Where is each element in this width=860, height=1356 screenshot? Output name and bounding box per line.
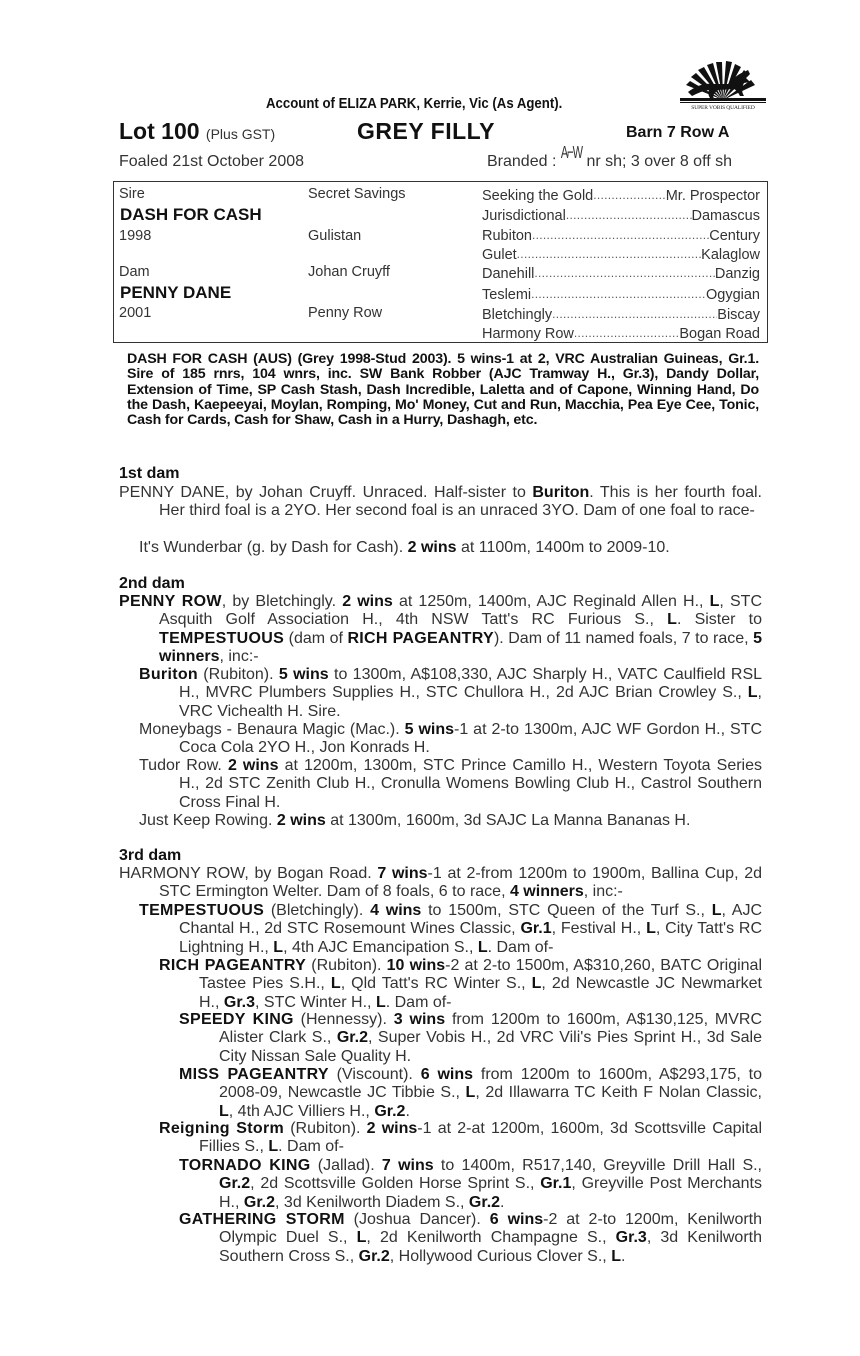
entry-text: . Dam of- (385, 993, 452, 1011)
second-dam-foal-entry (139, 757, 762, 812)
branded-desc: nr sh; 3 over 8 off sh (586, 153, 733, 170)
bold-highlight: Gr.3 (223, 993, 256, 1011)
bold-highlight: Gr.2 (358, 1247, 390, 1265)
bold-highlight: 6 wins (489, 1211, 544, 1228)
bold-highlight: 7 wins (381, 1157, 434, 1174)
entry-text: , Greyville Post Merchants H., (219, 1175, 762, 1211)
bold-highlight: Gr.2 (374, 1102, 406, 1120)
grandsire-dam: Johan Cruyff (308, 264, 390, 280)
entry-text: , City Tatt's RC Lightning H., (179, 920, 763, 956)
leader-dots (534, 264, 714, 278)
ggg-name: Ogygian (705, 287, 760, 303)
entry-text: , 4th AJC Villiers H., (228, 1102, 375, 1120)
sire-year: 1998 (119, 228, 152, 244)
entry-text: at 1300m, 1600m, 3d SAJC La Manna Bananas H. (325, 812, 691, 829)
great-grandparent-row (482, 305, 760, 325)
bold-highlight: L (531, 975, 542, 993)
sunburst-horse-logo-icon (678, 56, 768, 106)
ggg-name: Century (709, 228, 760, 244)
bold-highlight: L (747, 684, 758, 702)
entry-text: (Bletchingly). (264, 902, 371, 919)
bold-highlight: L (356, 1229, 367, 1247)
second-dam-title: 2nd dam (119, 575, 185, 592)
horse-name: Reigning Storm (159, 1120, 285, 1137)
entry-text: -1 at 2-from 1200m to 1900m, Ballina Cup, 2d STC Ermington Welter. Dam of 8 foals, 6 to race, (159, 865, 763, 901)
bold-highlight: L (646, 920, 656, 938)
entry-text: -2 at 2-to 1200m, Kenilworth Olympic Duel S., (219, 1211, 763, 1247)
entry-text: . This is her fourth foal. Her third foal is a 2YO. Her second foal is an unraced 3YO. Dam of one foal to race- (159, 484, 762, 520)
bold-highlight: 4 winners (509, 883, 584, 901)
gg-name: Teslemi (482, 287, 532, 303)
entry-text: (Jallad). (310, 1157, 382, 1174)
entry-text: . Dam of- (278, 1138, 344, 1156)
horse-name: MISS PAGEANTRY (179, 1066, 329, 1083)
entry-text: at 1250m, 1400m, AJC Reginald Allen H., (392, 593, 710, 610)
pedigree-table (113, 181, 768, 343)
entry-text: , 2d Kenilworth Champagne S., (366, 1229, 616, 1247)
bold-highlight: L (711, 902, 722, 919)
gg-name: Jurisdictional (482, 208, 566, 224)
gg-name: Danehill (482, 266, 535, 282)
leader-dots (574, 324, 680, 338)
sire-notes: DASH FOR CASH (AUS) (Grey 1998-Stud 2003). 5 wins-1 at 2, VRC Australian Guineas, Gr.1. Sire of 185 rnrs, 104 wnrs, inc. SW Bank Robber (AJC Tramway H., Gr.3), Dandy Dollar, Extension of Time, SP Cash Stash, Dash Incredible, Laletta and of Capone, Winning Hand, Do the Dash, Kaepeeyai, Moylan, Romping, Mo' Money, Cut and Run, Macchia, Pea Eye Cee, Tonic, Cash for Cards, Cash for Shaw, Cash in a Hurry, Dashagh, etc. (127, 351, 759, 429)
lot-number (119, 118, 275, 145)
entry-text: (Rubiton). (306, 957, 387, 974)
super-vobis-logo (678, 56, 768, 114)
entry-text: at 1200m, 1300m, STC Prince Camillo H., Western Toyota Series H., 2d STC Zenith Club H., Cronulla Womens Bowling Club H., Castrol Southern Cross Final H. (179, 757, 762, 811)
entry-text: Tudor Row. (139, 757, 228, 774)
gg-name: Gulet (482, 247, 517, 263)
bold-highlight: Gr.2 (468, 1193, 501, 1211)
ggg-name: Kalaglow (701, 247, 760, 263)
horse-name: Buriton (139, 666, 198, 683)
entry-text: , 4th AJC Emancipation S., (283, 938, 478, 956)
ggg-name: Bogan Road (679, 326, 760, 342)
bold-highlight: Gr.2 (336, 1029, 368, 1047)
brand-mark-icon: A⌐W (560, 143, 582, 163)
ggg-name: Mr. Prospector (665, 188, 760, 204)
bold-highlight: L (465, 1084, 476, 1102)
branded-info (487, 143, 733, 171)
gg-name: Seeking the Gold (482, 188, 594, 204)
ggg-name: Danzig (714, 266, 760, 282)
third-dam-entry (119, 865, 762, 902)
bold-highlight: L (709, 593, 720, 610)
entry-text: (Viscount). (328, 1066, 421, 1083)
entry-text: , STC Asquith Golf Association H., 4th NSW Tatt's RC Furious S., (159, 593, 763, 629)
third-dam-foal-entry (139, 902, 762, 957)
second-dam-foal-entry (139, 666, 762, 721)
dam-name: PENNY DANE (120, 283, 232, 302)
bold-highlight: 6 wins (420, 1066, 474, 1083)
horse-name: GATHERING STORM (179, 1211, 345, 1228)
third-dam-great-grand-entry (179, 1011, 762, 1066)
grandsire-sire: Secret Savings (308, 186, 406, 202)
entry-text: , Qld Tatt's RC Winter S., (340, 975, 532, 993)
horse-name: TEMPESTUOUS (139, 902, 265, 919)
bold-highlight: 5 wins (278, 666, 329, 683)
entry-text: , Hollywood Curious Clover S., (389, 1247, 612, 1265)
entry-text: to 1300m, A$108,330, AJC Sharply H., VATC Caulfield RSL H., MVRC Plumbers Supplies H., STC Chullora H., 2d AJC Brian Crowley S., (179, 666, 763, 702)
entry-text: , STC Winter H., (255, 993, 376, 1011)
bold-highlight: 2 wins (227, 757, 279, 774)
entry-text: , 2d Scottsville Golden Horse Sprint S., (250, 1175, 541, 1193)
lot-gst-note: (Plus GST) (205, 126, 276, 142)
bold-highlight: 10 wins (386, 957, 446, 974)
logo-caption: SUPER VOBIS QUALIFIED (691, 105, 755, 111)
branded-label: Branded : (487, 153, 557, 170)
horse-name: PENNY ROW (119, 593, 222, 610)
bold-highlight: L (667, 611, 677, 629)
entry-text: to 1400m, R517,140, Greyville Drill Hall S., (433, 1157, 763, 1174)
gg-name: Rubiton (482, 228, 532, 244)
third-dam-title: 3rd dam (119, 847, 182, 864)
bold-highlight: 2 wins (342, 593, 393, 610)
third-dam-granddaughter-entry (159, 1120, 762, 1157)
entry-text: at 1100m, 1400m to 2009-10. (456, 539, 670, 556)
entry-text: (Hennessy). (293, 1011, 394, 1028)
bold-highlight: L (611, 1247, 621, 1265)
bold-highlight: Gr.1 (520, 920, 552, 938)
leader-dots (566, 206, 692, 220)
bold-highlight: 7 wins (377, 865, 428, 882)
great-grandparent-row (482, 285, 760, 305)
entry-text: . (620, 1247, 626, 1265)
entry-text: , VRC Vichealth H. Sire. (179, 684, 762, 720)
third-dam-great-grand-entry (179, 1211, 762, 1266)
entry-text: . (500, 1193, 505, 1211)
horse-name: TEMPESTUOUS (159, 629, 285, 647)
granddam-sire: Gulistan (308, 228, 362, 244)
first-dam-entry (119, 484, 762, 521)
entry-text: -1 at 2-to 1300m, AJC WF Gordon H., STC Coca Cola 2YO H., Jon Konrads H. (179, 721, 762, 757)
bold-highlight: L (330, 975, 341, 993)
entry-text: , 3d Kenilworth Southern Cross S., (219, 1229, 762, 1265)
ggg-name: Damascus (691, 208, 760, 224)
entry-text: , inc:- (219, 648, 259, 666)
gg-name: Bletchingly (482, 307, 553, 323)
second-dam-entry (119, 593, 762, 667)
second-dam-foal-entry (139, 812, 762, 830)
entry-text: , 2d Illawarra TC Keith F Nolan Classic, (475, 1084, 762, 1102)
second-dam-foal-entry (139, 721, 762, 758)
barn-location: Barn 7 Row A (626, 124, 730, 141)
bold-highlight: Gr.2 (243, 1193, 276, 1211)
great-grandparent-row (482, 226, 760, 246)
third-dam-great-grand-entry (179, 1157, 762, 1212)
bold-highlight: 2 wins (407, 539, 457, 556)
leader-dots (532, 226, 709, 240)
entry-text: , Festival H., (551, 920, 647, 938)
entry-text: from 1200m to 1600m, A$130,125, MVRC Alister Clark S., (219, 1011, 763, 1047)
vendor-account: Account of ELIZA PARK, Kerrie, Vic (As Agent). (266, 95, 563, 112)
bold-highlight: L (477, 938, 488, 956)
entry-text: (Joshua Dancer). (344, 1211, 490, 1228)
bold-highlight: 4 wins (370, 902, 422, 919)
bold-highlight: Gr.3 (615, 1229, 647, 1247)
bold-highlight: 2 wins (276, 812, 326, 829)
horse-name: RICH PAGEANTRY (159, 957, 307, 974)
entry-text: , by Bletchingly. (221, 593, 343, 610)
ggg-name: Biscay (717, 307, 760, 323)
entry-text: . (405, 1102, 410, 1120)
entry-text: , AJC Chantal H., 2d STC Rosemount Wines Classic, (179, 902, 763, 938)
entry-text: , 3d Kenilworth Diadem S., (275, 1193, 469, 1211)
entry-text: . Sister to (676, 611, 763, 629)
entry-text: -1 at 2-at 1200m, 1600m, 3d Scottsville Capital Fillies S., (199, 1120, 763, 1156)
dam-label: Dam (119, 264, 150, 280)
bold-highlight: Gr.2 (219, 1175, 251, 1193)
foaled-date: Foaled 21st October 2008 (119, 153, 305, 170)
dam-year: 2001 (119, 305, 152, 321)
bold-highlight: Gr.1 (540, 1175, 572, 1193)
entry-text: to 1500m, STC Queen of the Turf S., (421, 902, 712, 919)
entry-text: HARMONY ROW, by Bogan Road. (119, 865, 378, 882)
bold-highlight: Buriton (532, 484, 590, 501)
entry-text: (dam of (284, 629, 348, 647)
entry-text: , Super Vobis H., 2d VRC Vili's Pies Sprint H., 3d Sale City Nissan Sale Quality H. (219, 1029, 763, 1065)
lot-label: Lot 100 (119, 118, 200, 144)
first-dam-foal-entry (139, 539, 762, 557)
first-dam-title: 1st dam (119, 465, 180, 482)
great-grandparent-row (482, 324, 760, 344)
leader-dots (531, 285, 706, 299)
great-grandparent-row (482, 206, 760, 226)
entry-text: from 1200m to 1600m, A$293,175, to 2008-09, Newcastle JC Tibbie S., (219, 1066, 763, 1102)
bold-highlight: L (268, 1138, 279, 1156)
horse-name: SPEEDY KING (179, 1011, 294, 1028)
entry-text: (Rubiton). (284, 1120, 367, 1137)
sire-label: Sire (119, 186, 145, 202)
entry-text: , inc:- (583, 883, 623, 901)
entry-text: PENNY DANE, by Johan Cruyff. Unraced. Half-sister to (119, 484, 533, 501)
third-dam-granddaughter-entry (159, 957, 762, 1012)
great-grandparent-row (482, 186, 760, 206)
horse-name: RICH PAGEANTRY (347, 629, 494, 647)
entry-text: It's Wunderbar (g. by Dash for Cash). (139, 539, 408, 556)
entry-text: . Dam of- (487, 938, 554, 956)
horse-description: GREY FILLY (357, 118, 495, 144)
leader-dots (593, 186, 665, 200)
bold-highlight: L (219, 1102, 229, 1120)
great-grandparent-row (482, 245, 760, 265)
leader-dots (552, 305, 717, 319)
bold-highlight: L (375, 993, 386, 1011)
sire-name: DASH FOR CASH (120, 205, 262, 224)
entry-text: Moneybags - Benaura Magic (Mac.). (139, 721, 405, 738)
bold-highlight: 2 wins (366, 1120, 418, 1137)
third-dam-great-grand-entry (179, 1066, 762, 1121)
bold-highlight: 5 wins (404, 721, 455, 738)
entry-text: , 2d Newcastle JC Newmarket H., (199, 975, 763, 1011)
granddam-dam: Penny Row (308, 305, 383, 321)
entry-text: -2 at 2-to 1500m, A$310,260, BATC Original Tastee Pies S.H., (199, 957, 763, 993)
gg-name: Harmony Row (482, 326, 574, 342)
entry-text: (Rubiton). (197, 666, 279, 683)
entry-text: ). Dam of 11 named foals, 7 to race, (493, 629, 754, 647)
leader-dots (517, 245, 701, 259)
entry-text: Just Keep Rowing. (139, 812, 277, 829)
bold-highlight: L (273, 938, 284, 956)
great-grandparent-row (482, 264, 760, 284)
bold-highlight: 5 winners (159, 629, 762, 666)
bold-highlight: 3 wins (393, 1011, 446, 1028)
horse-name: TORNADO KING (179, 1157, 311, 1174)
